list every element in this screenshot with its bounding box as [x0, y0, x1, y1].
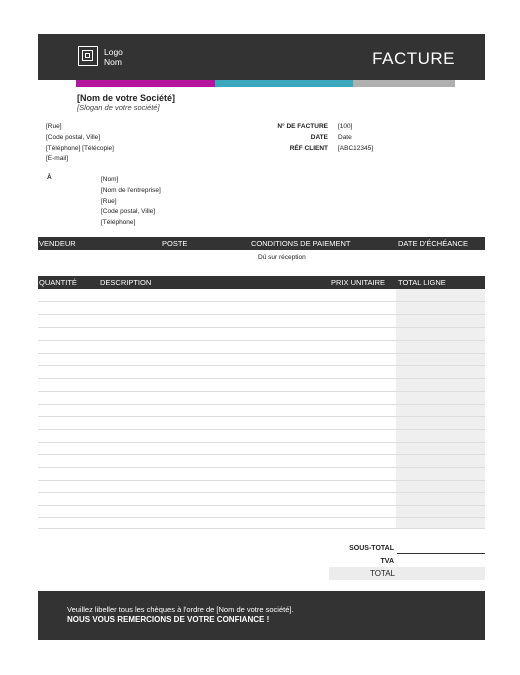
table-row[interactable] — [38, 442, 485, 443]
table-row[interactable] — [38, 517, 485, 518]
col-header-line-total: TOTAL LIGNE — [398, 278, 446, 287]
company-address — [46, 122, 114, 165]
col-header-unit-price: PRIX UNITAIRE — [331, 278, 386, 287]
footer-cheque-note[interactable]: Veuillez libeller tous les chèques à l'ordre de [Nom de votre société]. — [67, 605, 294, 614]
table-row[interactable] — [38, 327, 485, 328]
col-header-quantity: QUANTITÉ — [39, 278, 77, 287]
table-row[interactable] — [38, 404, 485, 405]
table-row[interactable] — [38, 378, 485, 379]
invoice-header — [38, 34, 485, 80]
recipient-company[interactable]: [Nom de l'entreprise] — [101, 186, 161, 194]
col-header-description: DESCRIPTION — [100, 278, 152, 287]
recipient-block — [101, 175, 161, 229]
address-street[interactable]: [Rue] — [46, 123, 62, 130]
recipient-phone[interactable]: [Téléphone] — [101, 219, 136, 227]
invoice-meta-labels — [258, 122, 328, 154]
invoice-date-value[interactable]: Date — [338, 133, 352, 141]
subtotal-value-line[interactable] — [397, 553, 485, 554]
recipient-city[interactable]: [Code postal, Ville] — [101, 208, 156, 216]
table-row[interactable] — [38, 391, 485, 392]
table-row[interactable] — [38, 416, 485, 417]
logo-icon — [78, 46, 98, 66]
col-header-position: POSTE — [162, 239, 188, 248]
col-header-seller: VENDEUR — [39, 239, 76, 248]
recipient-name[interactable]: [Nom] — [101, 176, 119, 183]
address-phone-fax[interactable]: [Téléphone] [Télécopie] — [46, 144, 114, 152]
accent-bar-magenta — [76, 80, 215, 87]
client-ref-label: RÉF CLIENT — [289, 144, 328, 152]
table-row[interactable] — [38, 429, 485, 430]
info-table-header — [38, 237, 485, 250]
invoice-footer — [38, 591, 485, 640]
recipient-label: À — [47, 174, 52, 181]
table-row[interactable] — [38, 340, 485, 341]
payment-terms-value[interactable]: Dû sur réception — [258, 254, 306, 261]
logo-text — [104, 47, 123, 67]
items-table-header — [38, 276, 485, 289]
footer-thanks: NOUS VOUS REMERCIONS DE VOTRE CONFIANCE ! — [67, 615, 270, 624]
table-row[interactable] — [38, 467, 485, 468]
table-row[interactable] — [38, 365, 485, 366]
accent-bar-gray — [353, 80, 455, 87]
tva-label: TVA — [380, 558, 394, 565]
table-row[interactable] — [38, 353, 485, 354]
company-name[interactable]: [Nom de votre Société] — [77, 93, 176, 103]
address-email[interactable]: [E-mail] — [46, 155, 69, 163]
client-ref-value[interactable]: [ABC12345] — [338, 144, 374, 152]
company-slogan[interactable]: [Slogan de votre société] — [77, 103, 160, 112]
logo-line-2: Nom — [104, 57, 122, 67]
logo-line-1: Logo — [104, 47, 123, 57]
table-row[interactable] — [38, 454, 485, 455]
invoice-number-label: N° DE FACTURE — [277, 123, 328, 130]
accent-bar-teal — [215, 80, 353, 87]
col-header-payment-terms: CONDITIONS DE PAIEMENT — [251, 239, 351, 248]
table-row[interactable] — [38, 528, 485, 529]
address-city[interactable]: [Code postal, Ville] — [46, 133, 101, 141]
subtotal-label: SOUS-TOTAL — [349, 545, 394, 552]
items-table-body[interactable] — [38, 289, 485, 529]
table-row[interactable] — [38, 314, 485, 315]
recipient-street[interactable]: [Rue] — [101, 197, 117, 205]
line-total-column — [396, 289, 485, 529]
page-title: FACTURE — [372, 49, 455, 68]
table-row[interactable] — [38, 505, 485, 506]
total-label: TOTAL — [369, 569, 395, 578]
table-row[interactable] — [38, 480, 485, 481]
invoice-number-value[interactable]: [100] — [338, 123, 353, 130]
invoice-meta-values — [338, 122, 373, 154]
invoice-date-label: DATE — [310, 133, 328, 141]
col-header-due-date: DATE D'ÉCHÉANCE — [398, 239, 469, 248]
table-row[interactable] — [38, 492, 485, 493]
table-row[interactable] — [38, 301, 485, 302]
